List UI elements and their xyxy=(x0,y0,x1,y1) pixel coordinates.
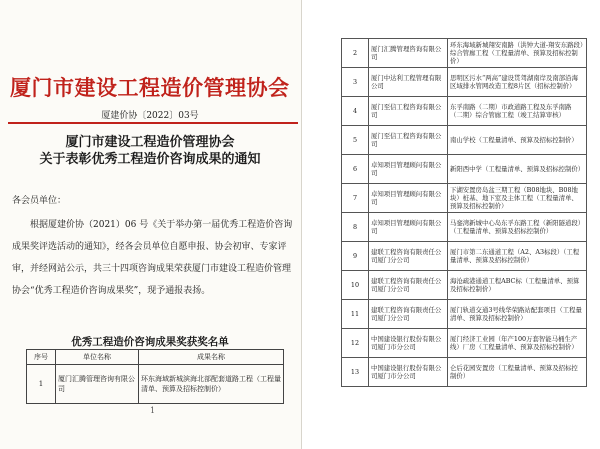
table-row xyxy=(342,213,587,242)
row-seq: 4 xyxy=(342,97,369,126)
header-unit: 单位名称 xyxy=(56,350,139,365)
row-seq: 9 xyxy=(342,242,369,271)
row-seq: 3 xyxy=(342,68,369,97)
row-seq: 7 xyxy=(342,184,369,213)
row-seq: 6 xyxy=(342,155,369,184)
table-row xyxy=(342,300,587,329)
award-table-continued xyxy=(341,38,587,387)
row-result: 厦门市第二东通道工程（A2、A3标段）（工程量清单、预算及招标控制价） xyxy=(448,242,587,271)
row-unit: 厦门中达利工程管理有限公司 xyxy=(369,68,448,97)
table-row xyxy=(342,271,587,300)
row-result: 南山学校（工程量清单、预算及招标控制价） xyxy=(448,126,587,155)
table-row xyxy=(342,155,587,184)
row-unit: 厦门至信工程咨询有限公司 xyxy=(369,126,448,155)
award-table-title: 优秀工程造价咨询成果奖获奖名单 xyxy=(71,336,229,348)
table-row xyxy=(342,242,587,271)
row-seq: 11 xyxy=(342,300,369,329)
table-row xyxy=(342,184,587,213)
row-seq: 2 xyxy=(342,39,369,68)
document-page-right xyxy=(303,0,600,449)
table-row xyxy=(342,329,587,358)
row-result: 思明区污水“两高”建设贯驾湖南岸及南部沿海区域排水管网改造工程8片区（招标控制价） xyxy=(448,68,587,97)
row-result: 下湖安置房岛盆三期工程（B08地块、B08地块）桩基、地下室及主体工程（工程量清单、预算及招标控制价） xyxy=(448,184,587,213)
table-row xyxy=(342,68,587,97)
table-row xyxy=(342,39,587,68)
row-result: 环东海域新城翔安南路（洪钟大道-翔安东路段）综合管廊工程（工程量清单、预算及招标控制价） xyxy=(448,39,587,68)
row-result: 环东海域新城滨海北部配套道路工程（工程量清单、预算及招标控制价） xyxy=(139,365,284,404)
row-unit: 厦门汇腾管理咨询有限公司 xyxy=(369,39,448,68)
row-unit: 卓知项目管理顾问有限公司 xyxy=(369,184,448,213)
award-table xyxy=(26,349,284,404)
row-unit: 厦门至信工程咨询有限公司 xyxy=(369,97,448,126)
row-result: 仑后花园安置房（工程量清单、预算及招标控制价） xyxy=(448,358,587,387)
notice-paragraph: 根据厦建价协（2021）06 号《关于举办第一届优秀工程造价咨询成果奖评选活动的通知》，经各会员单位自愿申报、协会初审、专家评审，并经网站公示，共三十四项咨询成果荣获厦门市建设工程造价管理协会“优秀工程造价咨询成果奖”，现予通报表扬。 xyxy=(12,220,293,296)
red-divider-line xyxy=(8,122,298,124)
salutation: 各会员单位： xyxy=(12,196,67,206)
row-unit: 建联工程咨询有限责任公司厦门分公司 xyxy=(369,242,448,271)
table-row xyxy=(342,97,587,126)
row-unit: 卓知项目管理顾问有限公司 xyxy=(369,213,448,242)
row-unit: 建联工程咨询有限责任公司厦门分公司 xyxy=(369,300,448,329)
row-seq: 12 xyxy=(342,329,369,358)
notice-title-line1: 厦门市建设工程造价管理协会 xyxy=(65,135,235,150)
row-seq: 1 xyxy=(27,365,56,404)
page-number: 1 xyxy=(150,406,156,415)
table-row xyxy=(342,126,587,155)
notice-title xyxy=(0,134,300,168)
row-result: 马銮湾新城中心岛东孚东路工程（新阳隧道段）（工程量清单、预算及招标控制价） xyxy=(448,213,587,242)
row-unit: 中国建设银行股份有限公司厦门市分公司 xyxy=(369,329,448,358)
header-result: 成果名称 xyxy=(139,350,284,365)
row-unit: 卓知项目管理顾问有限公司 xyxy=(369,155,448,184)
row-result: 东孚南路（二期）市政道路工程及东孚南路（二期）综合管廊工程（竣工结算审核） xyxy=(448,97,587,126)
row-unit: 中国建设银行股份有限公司厦门市分公司 xyxy=(369,358,448,387)
row-seq: 5 xyxy=(342,126,369,155)
row-unit: 建联工程咨询有限责任公司厦门分公司 xyxy=(369,271,448,300)
table-row xyxy=(342,358,587,387)
row-unit: 厦门汇腾管理咨询有限公司 xyxy=(56,365,139,404)
row-seq: 10 xyxy=(342,271,369,300)
row-seq: 8 xyxy=(342,213,369,242)
row-result: 厦门经济工业园（年产100万套智能马桶生产线）厂房（工程量清单、预算及招标控制价） xyxy=(448,329,587,358)
header-seq: 序号 xyxy=(27,350,56,365)
row-result: 厦门轨道交通3号线华荣路站配套项目（工程量清单、预算及招标控制价） xyxy=(448,300,587,329)
notice-title-line2: 关于表彰优秀工程造价咨询成果的通知 xyxy=(39,152,261,167)
document-number: 厦建价协〔2022〕03号 xyxy=(101,111,199,121)
row-result: 新阳西中学（工程量清单、预算及招标控制价） xyxy=(448,155,587,184)
organization-title: 厦门市建设工程造价管理协会 xyxy=(10,76,290,100)
row-seq: 13 xyxy=(342,358,369,387)
row-result: 海沧疏港通道工程ABC标（工程量清单、预算及招标控制价） xyxy=(448,271,587,300)
table-row xyxy=(27,365,284,404)
award-table-header xyxy=(27,350,284,365)
